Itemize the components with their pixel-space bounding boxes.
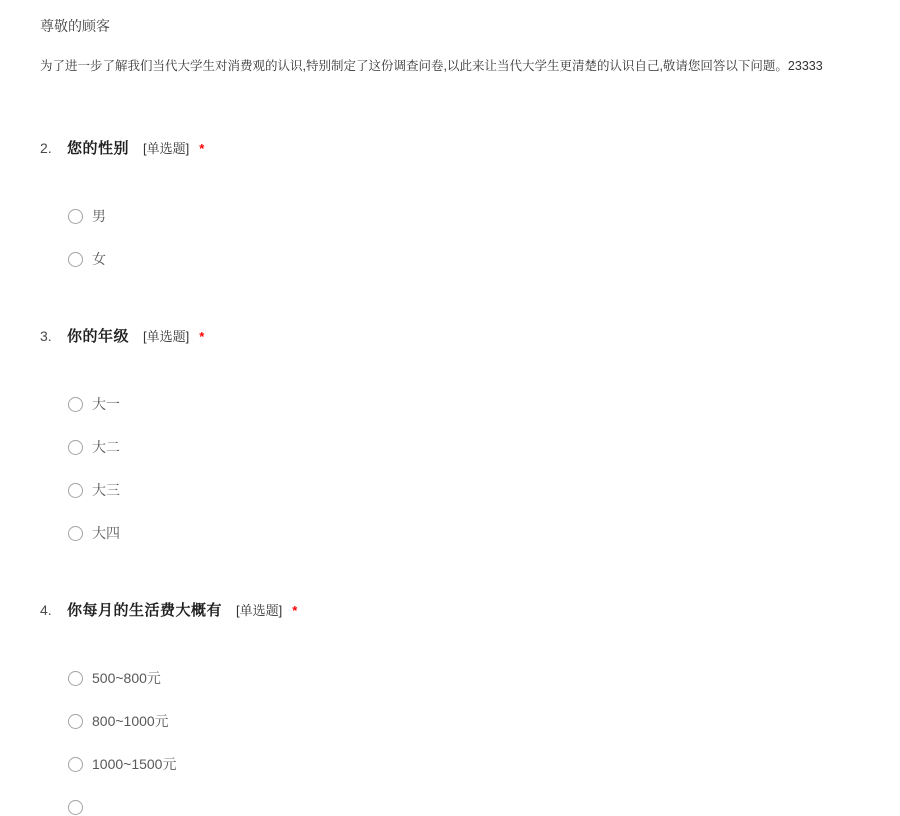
option-label[interactable]: 大三 (92, 482, 120, 498)
option-row[interactable] (68, 798, 870, 816)
radio-button-icon[interactable] (68, 252, 83, 267)
question-header (40, 600, 870, 621)
option-row[interactable] (68, 438, 870, 456)
question-title: 您的性别 (67, 140, 130, 157)
question-block (40, 326, 870, 542)
question-block (40, 600, 870, 816)
option-row[interactable] (68, 481, 870, 499)
radio-button-icon[interactable] (68, 526, 83, 541)
option-row[interactable] (68, 524, 870, 542)
option-row[interactable] (68, 250, 870, 268)
option-row[interactable] (68, 755, 870, 773)
option-label[interactable]: 男 (92, 208, 106, 224)
radio-button-icon[interactable] (68, 440, 83, 455)
question-type-label: [单选题] (236, 603, 283, 618)
option-label[interactable]: 1000~1500元 (92, 756, 177, 772)
required-asterisk: * (199, 141, 205, 156)
option-label[interactable]: 800~1000元 (92, 713, 169, 729)
option-row[interactable] (68, 712, 870, 730)
question-header (40, 326, 870, 347)
question-number: 2. (40, 140, 52, 156)
survey-title: 尊敬的顾客 (40, 18, 110, 34)
radio-button-icon[interactable] (68, 757, 83, 772)
question-list (40, 138, 870, 816)
radio-button-icon[interactable] (68, 714, 83, 729)
radio-button-icon[interactable] (68, 397, 83, 412)
option-list (68, 395, 870, 542)
radio-button-icon[interactable] (68, 483, 83, 498)
survey-description: 为了进一步了解我们当代大学生对消费观的认识,特别制定了这份调查问卷,以此来让当代大学生更清楚的认识自己,敬请您回答以下问题。23333 (40, 59, 823, 73)
option-row[interactable] (68, 207, 870, 225)
question-type-label: [单选题] (143, 329, 190, 344)
radio-button-icon[interactable] (68, 671, 83, 686)
question-number: 4. (40, 602, 52, 618)
option-label[interactable]: 大二 (92, 439, 120, 455)
option-label[interactable]: 500~800元 (92, 670, 161, 686)
question-type-label: [单选题] (143, 141, 190, 156)
option-list (68, 669, 870, 816)
option-list (68, 207, 870, 268)
question-title: 你的年级 (67, 328, 130, 345)
option-label[interactable]: 大一 (92, 396, 120, 412)
question-number: 3. (40, 328, 52, 344)
option-row[interactable] (68, 395, 870, 413)
question-block (40, 138, 870, 268)
radio-button-icon[interactable] (68, 209, 83, 224)
option-row[interactable] (68, 669, 870, 687)
required-asterisk: * (199, 329, 205, 344)
required-asterisk: * (292, 603, 298, 618)
option-label[interactable]: 大四 (92, 525, 120, 541)
radio-button-icon[interactable] (68, 800, 83, 815)
question-header (40, 138, 870, 159)
question-title: 你每月的生活费大概有 (67, 602, 223, 619)
option-label[interactable]: 女 (92, 251, 106, 267)
